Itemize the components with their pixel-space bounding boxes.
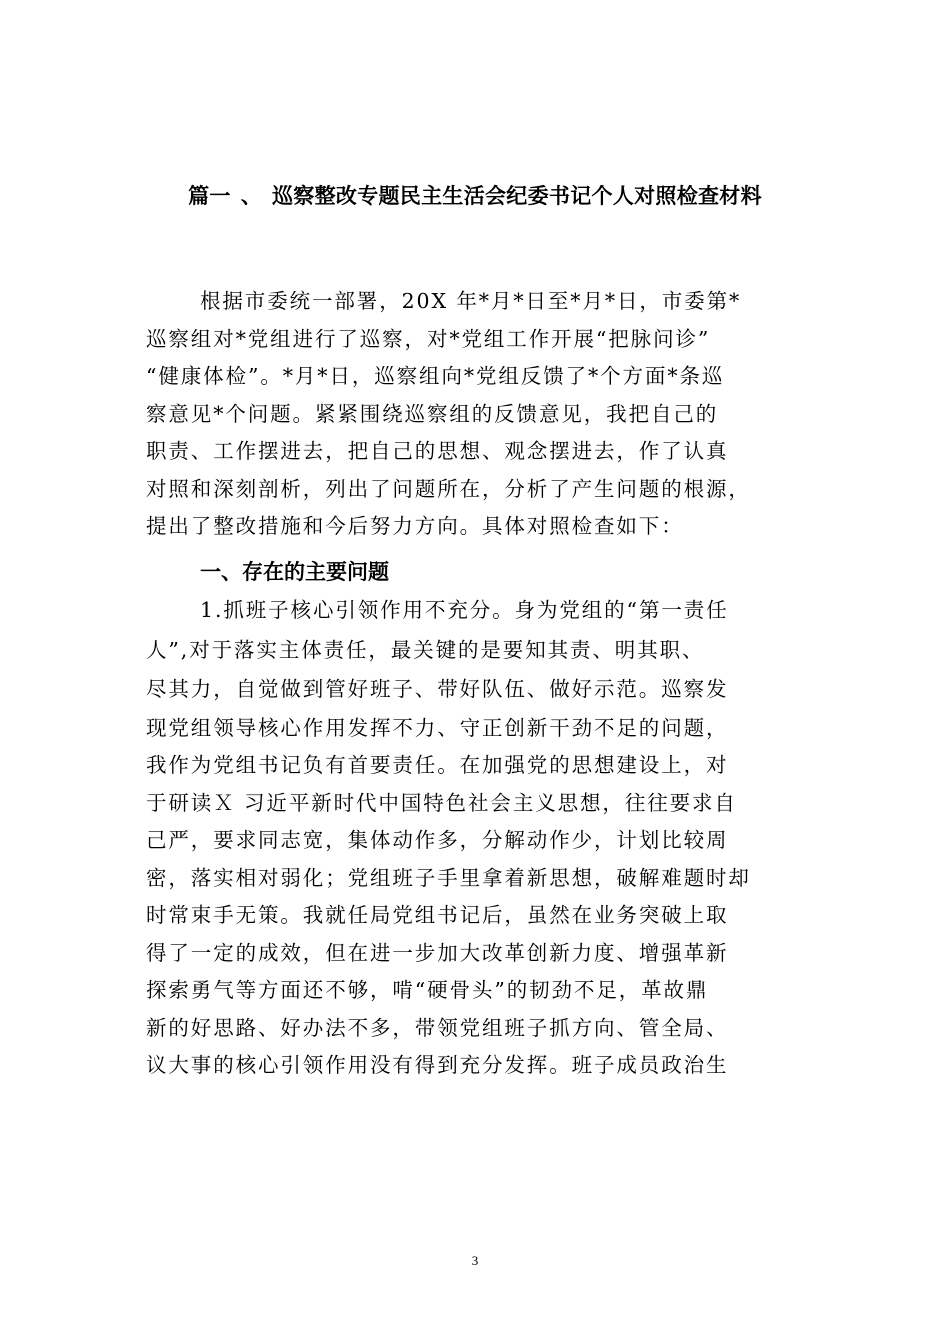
paragraph-line: 新的好思路、好办法不多，带领党组班子抓方向、管全局、 bbox=[146, 1015, 729, 1040]
paragraph-line: 得了一定的成效，但在进一步加大改革创新力度、增强革新 bbox=[146, 940, 729, 965]
paragraph-line: 于研读Ｘ 习近平新时代中国特色社会主义思想，往往要求自 bbox=[146, 790, 737, 815]
intro-paragraph bbox=[146, 283, 810, 546]
paragraph-line: 提出了整改措施和今后努力方向。具体对照检查如下： bbox=[146, 514, 684, 538]
paragraph-line: 尽其力，自觉做到管好班子、带好队伍、做好示范。巡察发 bbox=[146, 677, 729, 701]
paragraph-line: 人”,对于落实主体责任，最关键的是要知其责、明其职、 bbox=[146, 637, 705, 662]
section-heading: 一、存在的主要问题 bbox=[200, 560, 389, 584]
paragraph-line: 1.抓班子核心引领作用不充分。身为党组的“第一责任 bbox=[200, 598, 729, 622]
paragraph-line: 察意见*个问题。紧紧围绕巡察组的反馈意见，我把自己的 bbox=[146, 401, 719, 426]
paragraph-line: 职责、工作摆进去，把自己的思想、观念摆进去，作了认真 bbox=[146, 439, 729, 463]
paragraph-line: 巡察组对*党组进行了巡察，对*党组工作开展“把脉问诊” bbox=[146, 326, 711, 351]
page-number: 3 bbox=[471, 1253, 479, 1268]
title-prefix: 篇一 bbox=[188, 184, 231, 208]
paragraph-line: 现党组领导核心作用发挥不力、守正创新干劲不足的问题， bbox=[146, 715, 729, 740]
paragraph-line: 对照和深刻剖析，列出了问题所在，分析了产生问题的根源， bbox=[146, 476, 751, 501]
paragraph-line: 议大事的核心引领作用没有得到充分发挥。班子成员政治生 bbox=[146, 1053, 729, 1077]
paragraph-line: 时常束手无策。我就任局党组书记后，虽然在业务突破上取 bbox=[146, 903, 729, 927]
title-main: 巡察整改专题民主生活会纪委书记个人对照检查材料 bbox=[272, 184, 762, 208]
paragraph-line: 己严，要求同志宽，集体动作多，分解动作少，计划比较周 bbox=[146, 828, 729, 852]
paragraph-line: 探索勇气等方面还不够，啃“硬骨头”的韧劲不足，革故鼎 bbox=[146, 978, 709, 1002]
paragraph-line: 我作为党组书记负有首要责任。在加强党的思想建设上，对 bbox=[146, 753, 729, 777]
paragraph-line: 密，落实相对弱化；党组班子手里拿着新思想，破解难题时却 bbox=[146, 865, 751, 890]
document-title bbox=[120, 178, 830, 214]
paragraph-line: “健康体检”。*月*日，巡察组向*党组反馈了*个方面*条巡 bbox=[146, 364, 725, 388]
paragraph-line: 根据市委统一部署，20X 年*月*日至*月*日，市委第* bbox=[200, 289, 742, 313]
title-separator: 、 bbox=[240, 184, 262, 208]
section-paragraph bbox=[146, 591, 810, 1085]
